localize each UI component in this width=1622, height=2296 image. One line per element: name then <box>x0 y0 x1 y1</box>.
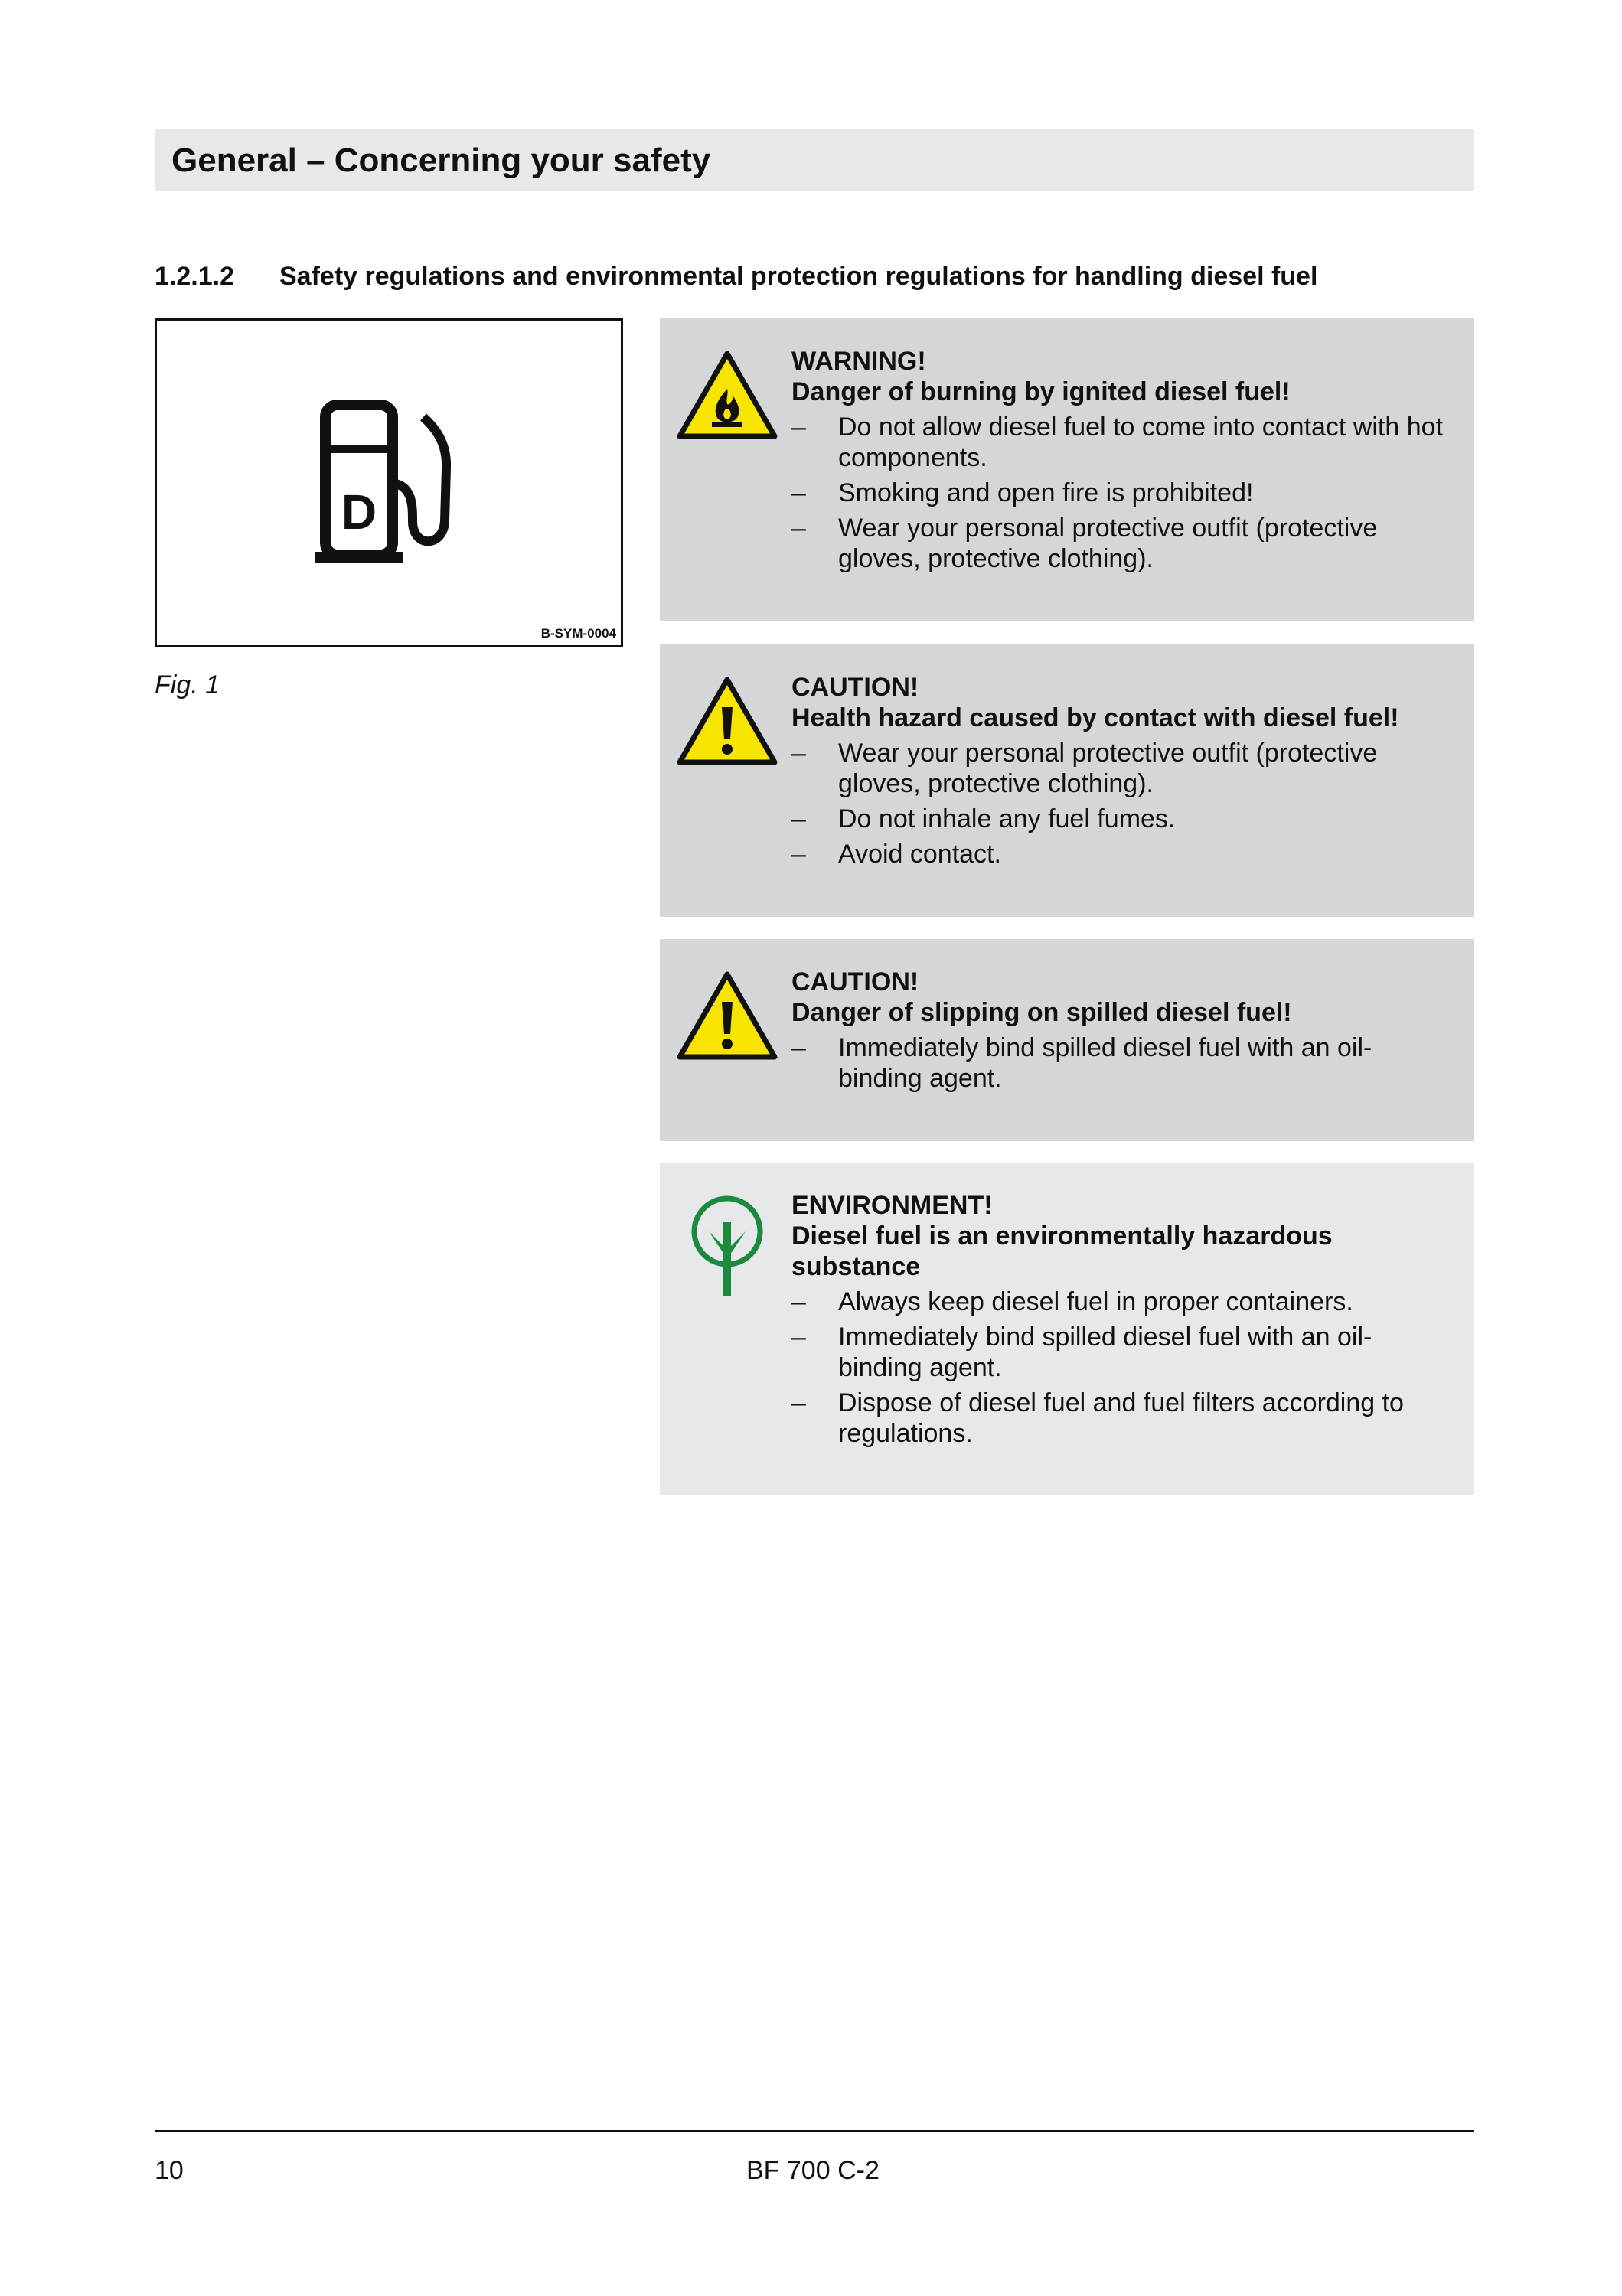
figure-caption: Fig. 1 <box>155 670 220 700</box>
list-dash: – <box>791 1287 806 1316</box>
list-item-text: Wear your personal protective outfit (protective gloves, protective clothing). <box>838 514 1378 573</box>
list-item-text: Avoid contact. <box>838 840 1001 869</box>
list-item <box>791 1388 1444 1449</box>
notice-body <box>791 672 1444 869</box>
list-item <box>791 804 1444 834</box>
caution-notice <box>660 644 1474 917</box>
list-dash: – <box>791 1388 806 1417</box>
diesel-fuel-pump-icon <box>315 399 468 567</box>
list-item-text: Do not allow diesel fuel to come into contact with hot components. <box>838 413 1443 472</box>
footer-divider <box>155 2130 1474 2132</box>
list-item-text: Immediately bind spilled diesel fuel with an oil-binding agent. <box>838 1322 1372 1382</box>
notice-list <box>791 1032 1444 1094</box>
list-item <box>791 1287 1444 1317</box>
list-dash: – <box>791 840 806 869</box>
list-dash: – <box>791 478 806 507</box>
environment-tree-icon <box>675 1192 779 1299</box>
fire-hazard-warning-icon <box>675 349 779 441</box>
list-item-text: Dispose of diesel fuel and fuel filters according to regulations. <box>838 1388 1404 1448</box>
list-dash: – <box>791 1033 806 1062</box>
notice-heading: Danger of slipping on spilled diesel fuel! <box>791 998 1292 1027</box>
list-item <box>791 513 1444 574</box>
list-dash: – <box>791 514 806 543</box>
section-header <box>155 129 1474 191</box>
section-number: 1.2.1.2 <box>155 262 234 291</box>
list-item-text: Immediately bind spilled diesel fuel with an oil-binding agent. <box>838 1033 1372 1093</box>
list-item-text: Wear your personal protective outfit (protective gloves, protective clothing). <box>838 739 1378 798</box>
notice-heading: Health hazard caused by contact with diesel fuel! <box>791 703 1399 732</box>
notice-label: ENVIRONMENT! <box>791 1191 993 1220</box>
notice-label: CAUTION! <box>791 673 919 702</box>
section-title: Safety regulations and environmental protection regulations for handling diesel fuel <box>279 262 1318 291</box>
figure-box <box>155 318 623 647</box>
notice-list <box>791 412 1444 574</box>
warning-notice <box>660 318 1474 621</box>
document-id: BF 700 C-2 <box>746 2156 880 2185</box>
list-item-text: Do not inhale any fuel fumes. <box>838 804 1176 833</box>
list-item <box>791 412 1444 473</box>
notice-list <box>791 1287 1444 1449</box>
list-dash: – <box>791 739 806 768</box>
list-dash: – <box>791 413 806 442</box>
list-item <box>791 1032 1444 1094</box>
pump-letter: D <box>341 484 377 540</box>
notice-list <box>791 738 1444 869</box>
notice-label: WARNING! <box>791 347 926 376</box>
exclamation-warning-icon <box>675 970 779 1062</box>
notice-heading: Danger of burning by ignited diesel fuel! <box>791 377 1291 406</box>
notice-body <box>791 1190 1444 1449</box>
figure-code: B-SYM-0004 <box>540 626 616 641</box>
notice-heading: Diesel fuel is an environmentally hazardous substance <box>791 1221 1333 1281</box>
notice-body <box>791 967 1444 1094</box>
notice-label: CAUTION! <box>791 967 919 996</box>
section-heading <box>155 262 1317 292</box>
notice-body <box>791 346 1444 574</box>
list-item <box>791 839 1444 869</box>
list-item <box>791 478 1444 508</box>
list-dash: – <box>791 804 806 833</box>
page-number: 10 <box>155 2156 184 2185</box>
exclamation-warning-icon <box>675 675 779 767</box>
list-item <box>791 738 1444 799</box>
list-item <box>791 1322 1444 1383</box>
list-dash: – <box>791 1322 806 1352</box>
environment-notice <box>660 1163 1474 1495</box>
list-item-text: Smoking and open fire is prohibited! <box>838 478 1254 507</box>
caution-notice <box>660 939 1474 1141</box>
page-title: General – Concerning your safety <box>171 141 711 179</box>
list-item-text: Always keep diesel fuel in proper containers. <box>838 1287 1353 1316</box>
